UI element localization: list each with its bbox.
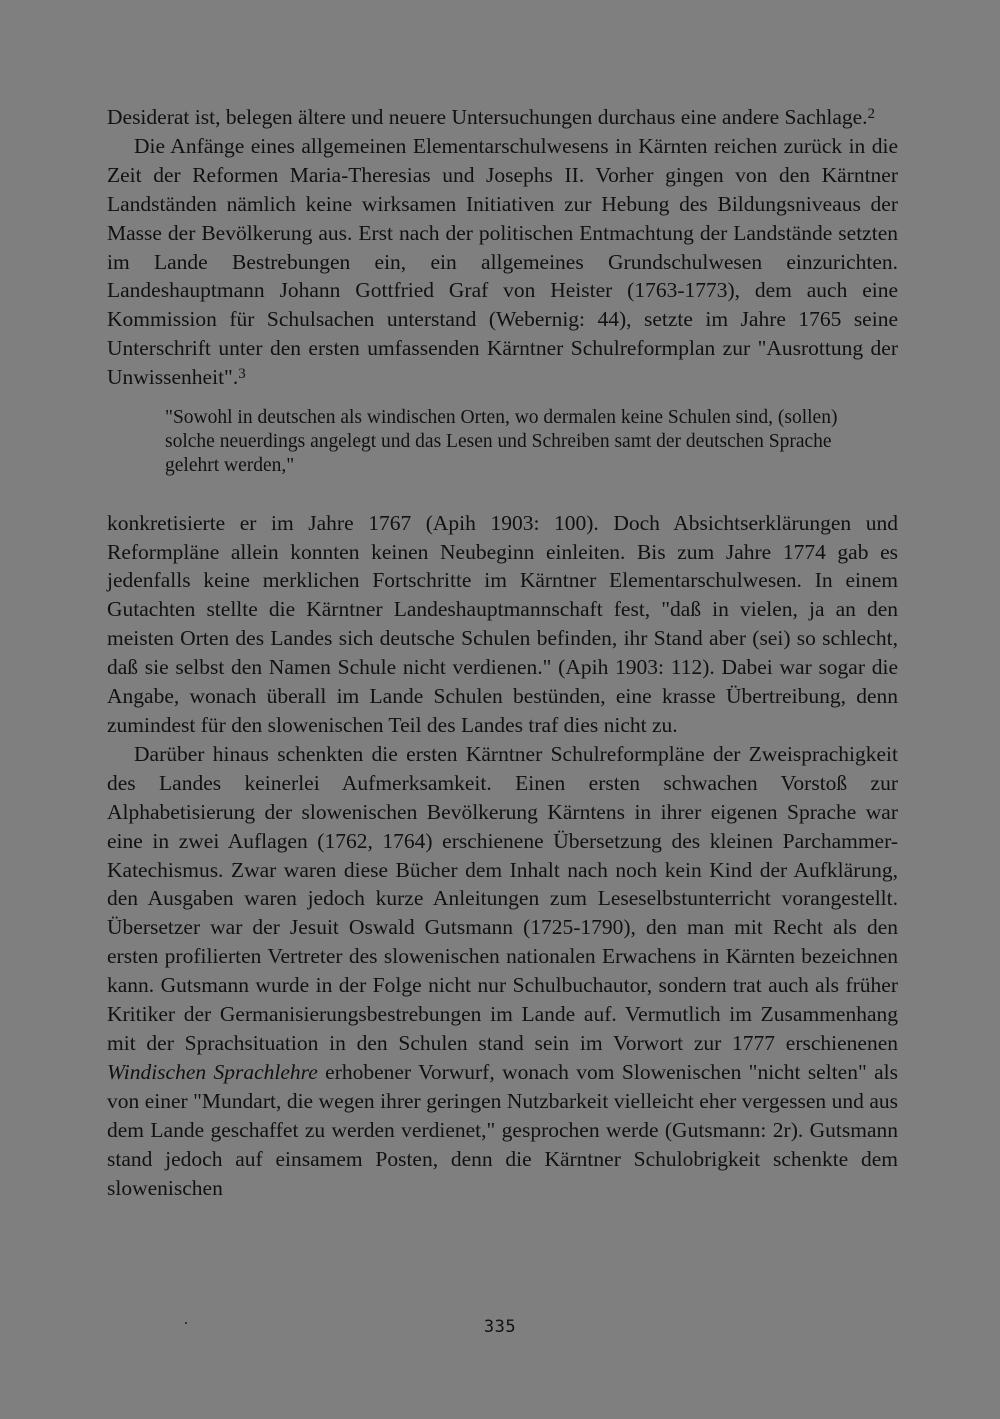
page-body: [107, 103, 898, 1202]
block-quote: "Sowohl in deutschen als windischen Orten, wo dermalen keine Schulen sind, (sollen) solche neuerdings angelegt und das Lesen und Schreiben samt der deutschen Sprache gelehrt werden,": [165, 407, 838, 477]
paragraph-4: [107, 740, 898, 1203]
footnote-marker-2: 2: [867, 106, 876, 122]
paragraph-2: [107, 132, 898, 392]
paragraph-4-text-end: erhobener Vorwurf, wonach vom Slowenischen "nicht selten" als von einer "Mundart, die wegen ihrer geringen Nutzbarkeit vielleicht eher vergessen und aus dem Lande geschaffet zu werden verdienet," gesprochen werde (Gutsmann: 2r). Gutsmann stand jedoch auf einsamem Posten, denn die Kärntner Schulobrigkeit schenkte dem slowenischen: [107, 1059, 898, 1200]
book-title: Windischen Sprachlehre: [107, 1059, 318, 1084]
scan-speck: [185, 1322, 187, 1324]
page-number: 335: [483, 1317, 517, 1337]
paragraph-4-text-start: Darüber hinaus schenkten die ersten Kärntner Schulreformpläne der Zweisprachigkeit des Landes keinerlei Aufmerksamkeit. Einen ersten schwachen Vorstoß zur Alphabetisierung der slowenischen Bevölkerung Kärntens in ihrer eigenen Sprache war eine in zwei Auflagen (1762, 1764) erschienene Übersetzung des kleinen Parchammer-Katechismus. Zwar waren diese Bücher dem Inhalt nach noch kein Kind der Aufklärung, den Ausgaben waren jedoch kurze Anleitungen zum Leseselbstunterricht vorangestellt. Übersetzer war der Jesuit Oswald Gutsmann (1725-1790), den man mit Recht als den ersten profilierten Vertreter des slowenischen nationalen Erwachens in Kärnten bezeichnen kann. Gutsmann wurde in der Folge nicht nur Schulbuchautor, sondern trat auch als früher Kritiker der Germanisierungsbestrebungen im Lande auf. Vermutlich im Zusammenhang mit der Sprachsituation in den Schulen stand sein im Vorwort zur 1777 erschienenen: [107, 741, 898, 1055]
footnote-marker-3: 3: [238, 366, 246, 383]
paragraph-2-text: Die Anfänge eines allgemeinen Elementarschulwesens in Kärnten reichen zurück in die Zeit der Reformen Maria-Theresias und Josephs II. Vorher gingen von den Kärntner Landständen nämlich keine wirksamen Initiativen zur Hebung des Bildungsniveaus der Masse der Bevölkerung aus. Erst nach der politischen Entmachtung der Landstände setzten im Lande Bestrebungen ein, ein allgemeines Grundschulwesen einzurichten. Landeshauptmann Johann Gottfried Graf von Heister (1763-1773), dem auch eine Kommission für Schulsachen unterstand (Webernig: 44), setzte im Jahre 1765 seine Unterschrift unter den ersten umfassenden Kärntner Schulreformplan zur "Ausrottung der Unwissenheit".: [107, 133, 898, 390]
paragraph-3: konkretisierte er im Jahre 1767 (Apih 1903: 100). Doch Absichtserklärungen und Reformpläne allein konnten keinen Neubeginn einleiten. Bis zum Jahre 1774 gab es jedenfalls keine merklichen Fortschritte im Kärntner Elementarschulwesen. In einem Gutachten stellte die Kärntner Landeshauptmannschaft fest, "daß in vielen, ja an den meisten Orten des Landes sich deutsche Schulen befinden, ihr Stand aber (sei) so schlecht, daß sie selbst den Namen Schule nicht verdienen." (Apih 1903: 112). Dabei war sogar die Angabe, wonach überall im Lande Schulen bestünden, eine krasse Übertreibung, denn zumindest für den slowenischen Teil des Landes traf dies nicht zu.: [107, 510, 898, 738]
paragraph-1-text: Desiderat ist, belegen ältere und neuere Untersuchungen durchaus eine andere Sachlage.: [107, 105, 868, 129]
paragraph-1: [107, 103, 898, 132]
